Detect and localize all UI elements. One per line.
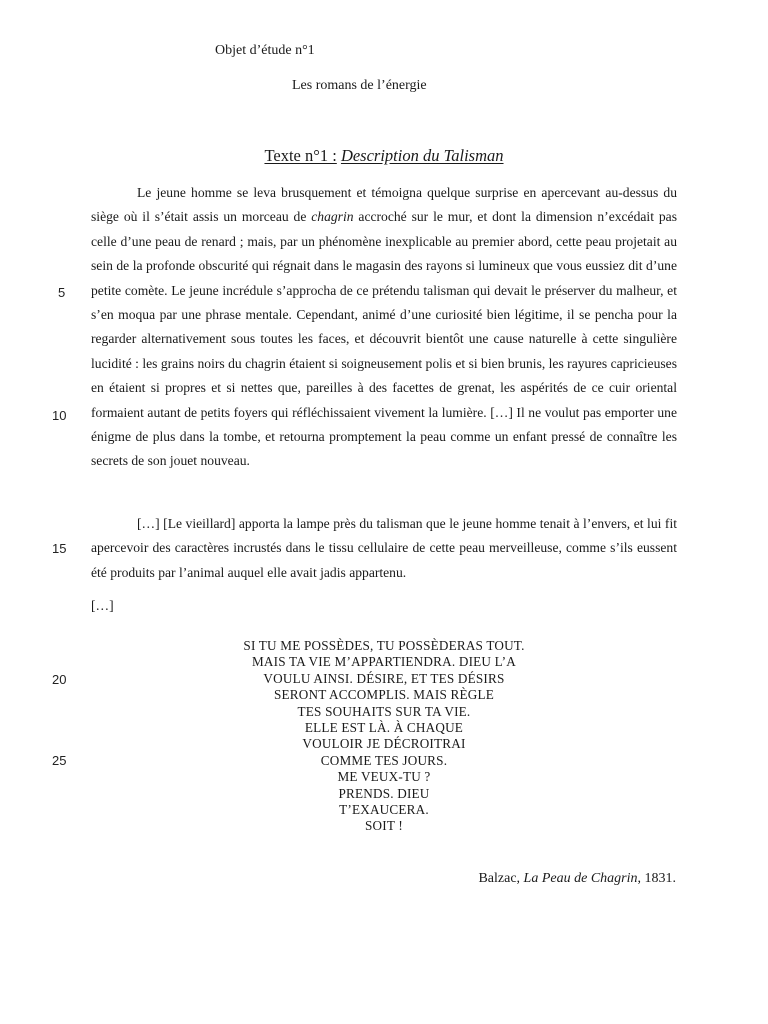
inscription-line: VOULOIR JE DÉCROITRAI <box>302 736 466 752</box>
paragraph-1-italic: chagrin <box>311 209 354 225</box>
line-number-20: 20 <box>52 672 67 687</box>
text-title-label: Texte n°1 : <box>264 146 337 165</box>
inscription-line: ELLE EST LÀ. À CHAQUE <box>304 720 464 736</box>
paragraph-1-part2: accroché sur le mur, et dont la dimension n’excédait pas celle d’une peau de renard ; mais, par un phénomène inexplicable au premier abord, cette peau projetait au sein de la profonde obscurité qui régnait dans le magasin des rayons si lumineux que vous eussiez dit d’une petite comète. Le jeune incrédule s’approcha de ce prétendu talisman qui devait le préserver du malheur, et s’en moqua par une phrase mentale. Cependant, animé d’une curiosité bien légitime, il se pencha pour la regarder alternativement sous toutes les faces, et découvrit bientôt une cause naturelle à cette singulière lucidité : les grains noirs du chagrin étaient si soigneusement polis et si bien brunis, les rayures capricieuses en étaient si propres et si nettes que, pareilles à des facettes de grenat, les aspérités de ce cuir oriental formaient autant de petits foyers qui réfléchissaient vivement la lumière. […] Il ne voulut pas emporter une énigme de plus dans la tombe, et retourna promptement la peau comme un enfant pressé de connaître les secrets de son jouet nouveau. <box>91 209 677 469</box>
ellipsis: […] <box>91 598 114 613</box>
talisman-inscription <box>0 638 768 835</box>
text-title <box>0 146 768 166</box>
inscription-line: ME VEUX-TU ? <box>337 769 431 785</box>
source-year: , 1831. <box>637 871 676 886</box>
paragraph-1-part1: Le jeune homme se leva brusquement et témoigna quelque surprise en apercevant au-dessus du siège où il s’était assis un morceau de <box>91 185 677 225</box>
inscription-line: SERONT ACCOMPLIS. MAIS RÈGLE <box>273 687 495 703</box>
paragraph-2 <box>91 512 677 585</box>
paragraph-2-text: […] [Le vieillard] apporta la lampe près du talisman que le jeune homme tenait à l’envers, et lui fit apercevoir des caractères incrustés dans le tissu cellulaire de cette peau merveilleuse, comme s’ils eussent été produits par l’animal auquel elle avait jadis appartenu. <box>91 516 677 580</box>
line-number-15: 15 <box>52 541 67 556</box>
inscription-line: COMME TES JOURS. <box>320 752 448 768</box>
objet-etude-heading: Objet d’étude n°1 <box>215 43 315 58</box>
source-citation <box>478 871 676 887</box>
inscription-line: TES SOUHAITS SUR TA VIE. <box>297 703 471 719</box>
line-number-10: 10 <box>52 408 67 423</box>
source-work: La Peau de Chagrin <box>523 871 638 886</box>
source-author: Balzac, <box>478 871 524 886</box>
inscription-line: T’EXAUCERA. <box>339 802 429 818</box>
inscription-line: PRENDS. DIEU <box>338 785 430 801</box>
paragraph-1 <box>91 181 677 474</box>
line-number-25: 25 <box>52 753 67 768</box>
inscription-line: SI TU ME POSSÈDES, TU POSSÈDERAS TOUT. <box>243 638 525 653</box>
inscription-line: VOULU AINSI. DÉSIRE, ET TES DÉSIRS <box>263 670 505 686</box>
text-title-name: Description du Talisman <box>340 146 504 165</box>
inscription-line: SOIT ! <box>365 818 403 834</box>
section-subtitle: Les romans de l’énergie <box>292 78 427 93</box>
line-number-5: 5 <box>58 285 66 300</box>
inscription-line: MAIS TA VIE M’APPARTIENDRA. DIEU L’A <box>252 654 516 670</box>
